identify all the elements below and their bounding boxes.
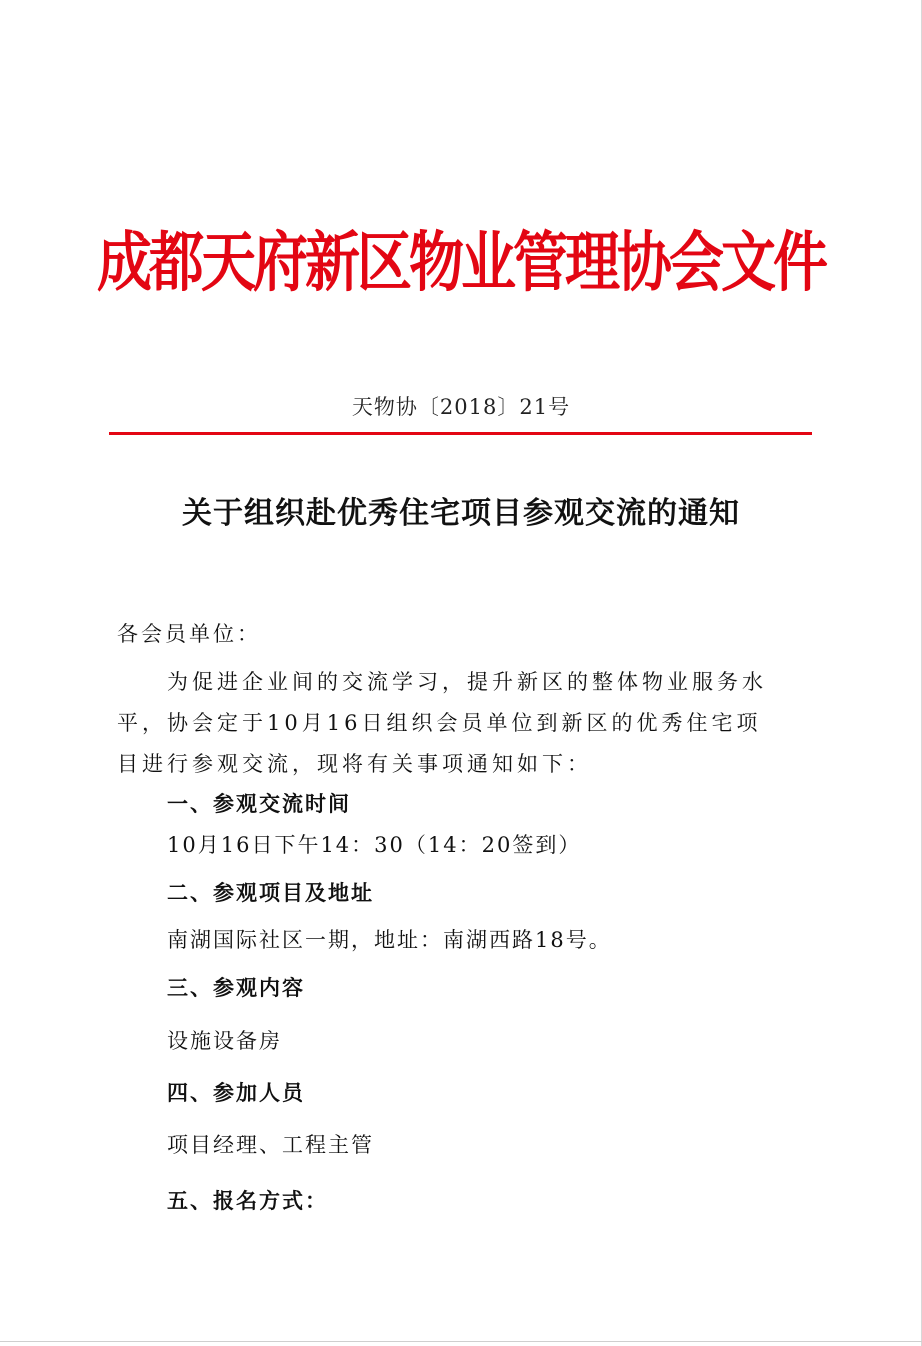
document-number: 天物协〔2018〕21号: [351, 395, 571, 419]
intro-line-1: 为促进企业间的交流学习，提升新区的整体物业服务水: [167, 670, 767, 694]
section-body-project-address: 南湖国际社区一期，地址：南湖西路18号。: [167, 928, 612, 952]
section-body-content: 设施设备房: [167, 1029, 282, 1053]
intro-line-2: 平，协会定于10月16日组织会员单位到新区的优秀住宅项: [117, 711, 762, 735]
notice-title: 关于组织赴优秀住宅项目参观交流的通知: [182, 496, 740, 531]
red-divider-line: [109, 432, 812, 435]
page-edge-bottom: [0, 1341, 922, 1342]
section-heading-registration: 五、报名方式：: [167, 1189, 328, 1213]
salutation: 各会员单位：: [117, 622, 261, 646]
section-heading-project-address: 二、参观项目及地址: [167, 881, 374, 905]
section-heading-time: 一、参观交流时间: [167, 792, 351, 816]
section-body-time: 10月16日下午14：30（14：20签到）: [167, 833, 582, 857]
section-body-participants: 项目经理、工程主管: [167, 1133, 374, 1157]
section-heading-content: 三、参观内容: [167, 976, 305, 1000]
intro-line-3: 目进行参观交流，现将有关事项通知如下：: [117, 752, 592, 776]
section-heading-participants: 四、参加人员: [167, 1081, 305, 1105]
organization-header: 成都天府新区物业管理协会文件: [96, 224, 825, 300]
